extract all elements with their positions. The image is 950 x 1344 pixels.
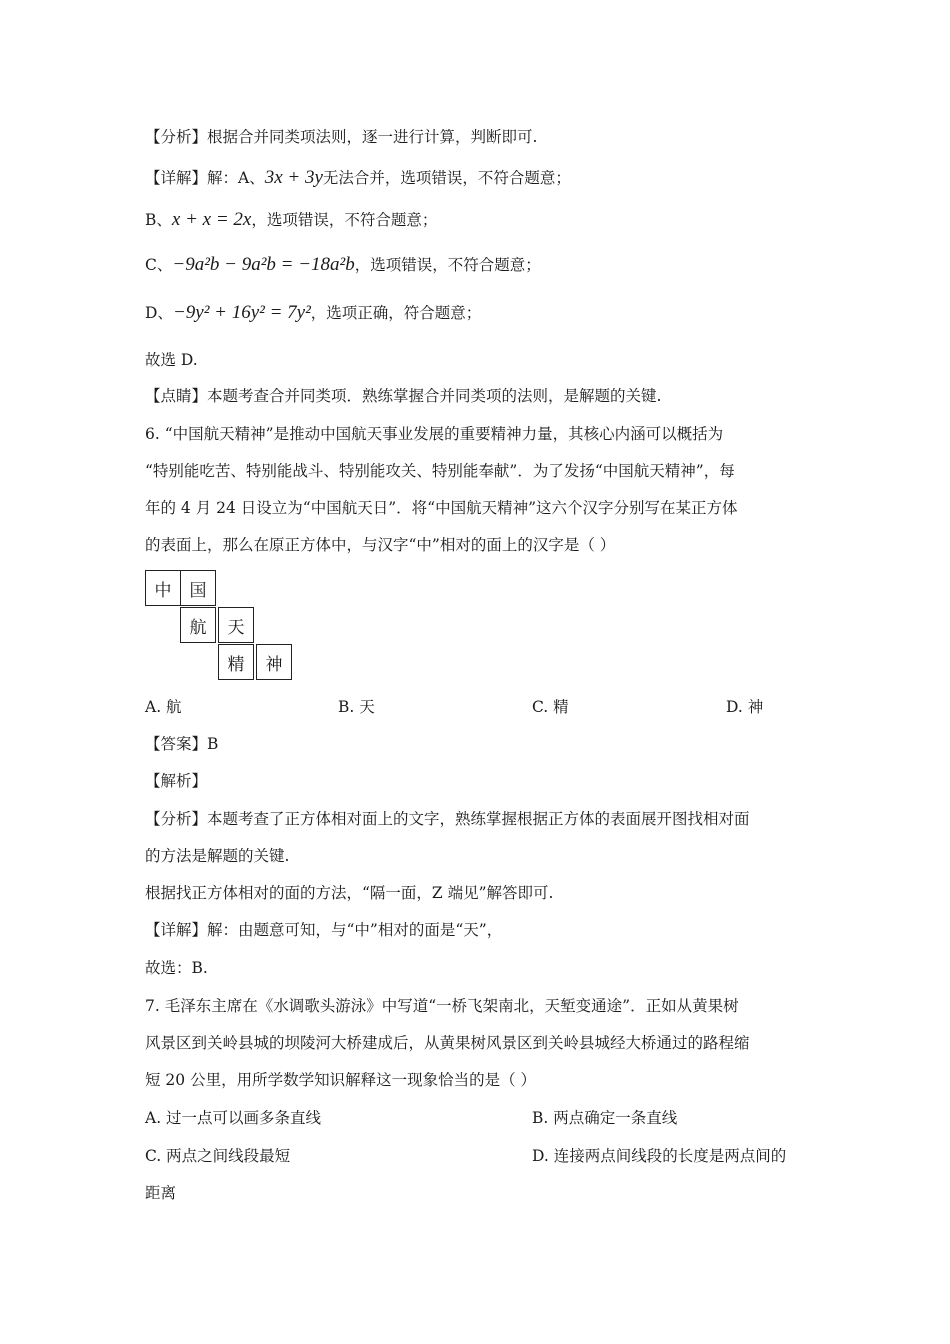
q5-detail-c [145,255,541,275]
q7-option-c: C. 两点之间线段最短 [145,1147,291,1165]
q5-detail-d [145,303,481,323]
net-cell-jing: 精 [218,644,254,680]
q6-conclusion: 故选：B. [145,959,208,977]
q6-option-a: A. 航 [145,698,182,716]
q5-d-text: ，选项正确，符合题意； [310,304,482,322]
q7-stem-line1: 7. 毛泽东主席在《水调歌头游泳》中写道“一桥飞架南北，天堑变通途”．正如从黄果树 [145,997,739,1015]
q6-stem-line4: 的表面上，那么在原正方体中，与汉字“中”相对的面上的汉字是（ ） [145,536,616,554]
q5-detail-a [145,168,571,188]
q6-stem-line2: “特别能吃苦、特别能战斗、特别能攻关、特别能奉献”．为了发扬“中国航天精神”，每 [145,462,735,480]
net-cell-shen: 神 [256,644,292,680]
net-cell-zhong: 中 [145,570,181,606]
q6-option-c: C. 精 [532,698,569,716]
q6-solution-heading: 【解析】 [145,772,208,790]
q6-detail: 【详解】解：由题意可知，与“中”相对的面是“天”， [145,921,503,939]
q5-comment: 【点睛】本题考查合并同类项．熟练掌握合并同类项的法则，是解题的关键. [145,387,662,405]
q5-c-text: ，选项错误，不符合题意； [354,256,541,274]
q5-d-expression: −9y² + 16y² = 7y² [172,302,311,323]
q6-analysis-line1: 【分析】本题考查了正方体相对面上的文字，熟练掌握根据正方体的表面展开图找相对面 [145,810,750,828]
q5-a-text: 无法合并，选项错误，不符合题意； [322,169,571,187]
q5-b-expression: x + x = 2x [171,209,252,230]
q7-option-b: B. 两点确定一条直线 [532,1109,678,1127]
q6-stem-line3: 年的 4 月 24 日设立为“中国航天日”．将“中国航天精神”这六个汉字分别写在某正方体 [145,499,738,517]
q7-option-d-continued: 距离 [145,1184,177,1202]
net-cell-hang: 航 [180,607,216,643]
q5-a-expression: 3x + 3y [264,167,323,188]
q6-analysis-line3: 根据找正方体相对的面的方法，“隔一面，Z 端见”解答即可. [145,884,554,902]
q6-analysis-line2: 的方法是解题的关键. [145,847,290,865]
q7-stem-line3: 短 20 公里，用所学数学知识解释这一现象恰当的是（ ） [145,1071,537,1089]
q6-answer: 【答案】B [145,735,219,753]
q5-d-prefix: D、 [145,304,173,322]
q7-stem-line2: 风景区到关岭县城的坝陵河大桥建成后，从黄果树风景区到关岭县城经大桥通过的路程缩 [145,1034,750,1052]
q7-option-d: D. 连接两点间线段的长度是两点间的 [532,1147,787,1165]
q5-detail-prefix: 【详解】解：A、 [145,169,265,187]
q5-analysis: 【分析】根据合并同类项法则，逐一进行计算，判断即可. [145,128,538,146]
net-cell-guo: 国 [180,570,216,606]
q5-detail-b [145,210,437,230]
q5-conclusion: 故选 D. [145,351,198,369]
q7-option-a: A. 过一点可以画多条直线 [145,1109,322,1127]
q5-b-text: ，选项错误，不符合题意； [251,211,438,229]
net-cell-tian: 天 [218,607,254,643]
q5-c-prefix: C、 [145,256,173,274]
q6-option-b: B. 天 [338,698,375,716]
q6-option-d: D. 神 [726,698,764,716]
q5-b-prefix: B、 [145,211,172,229]
q5-c-expression: −9a²b − 9a²b = −18a²b [172,254,355,275]
q6-stem-line1: 6. “中国航天精神”是推动中国航天事业发展的重要精神力量，其核心内涵可以概括为 [145,425,724,443]
